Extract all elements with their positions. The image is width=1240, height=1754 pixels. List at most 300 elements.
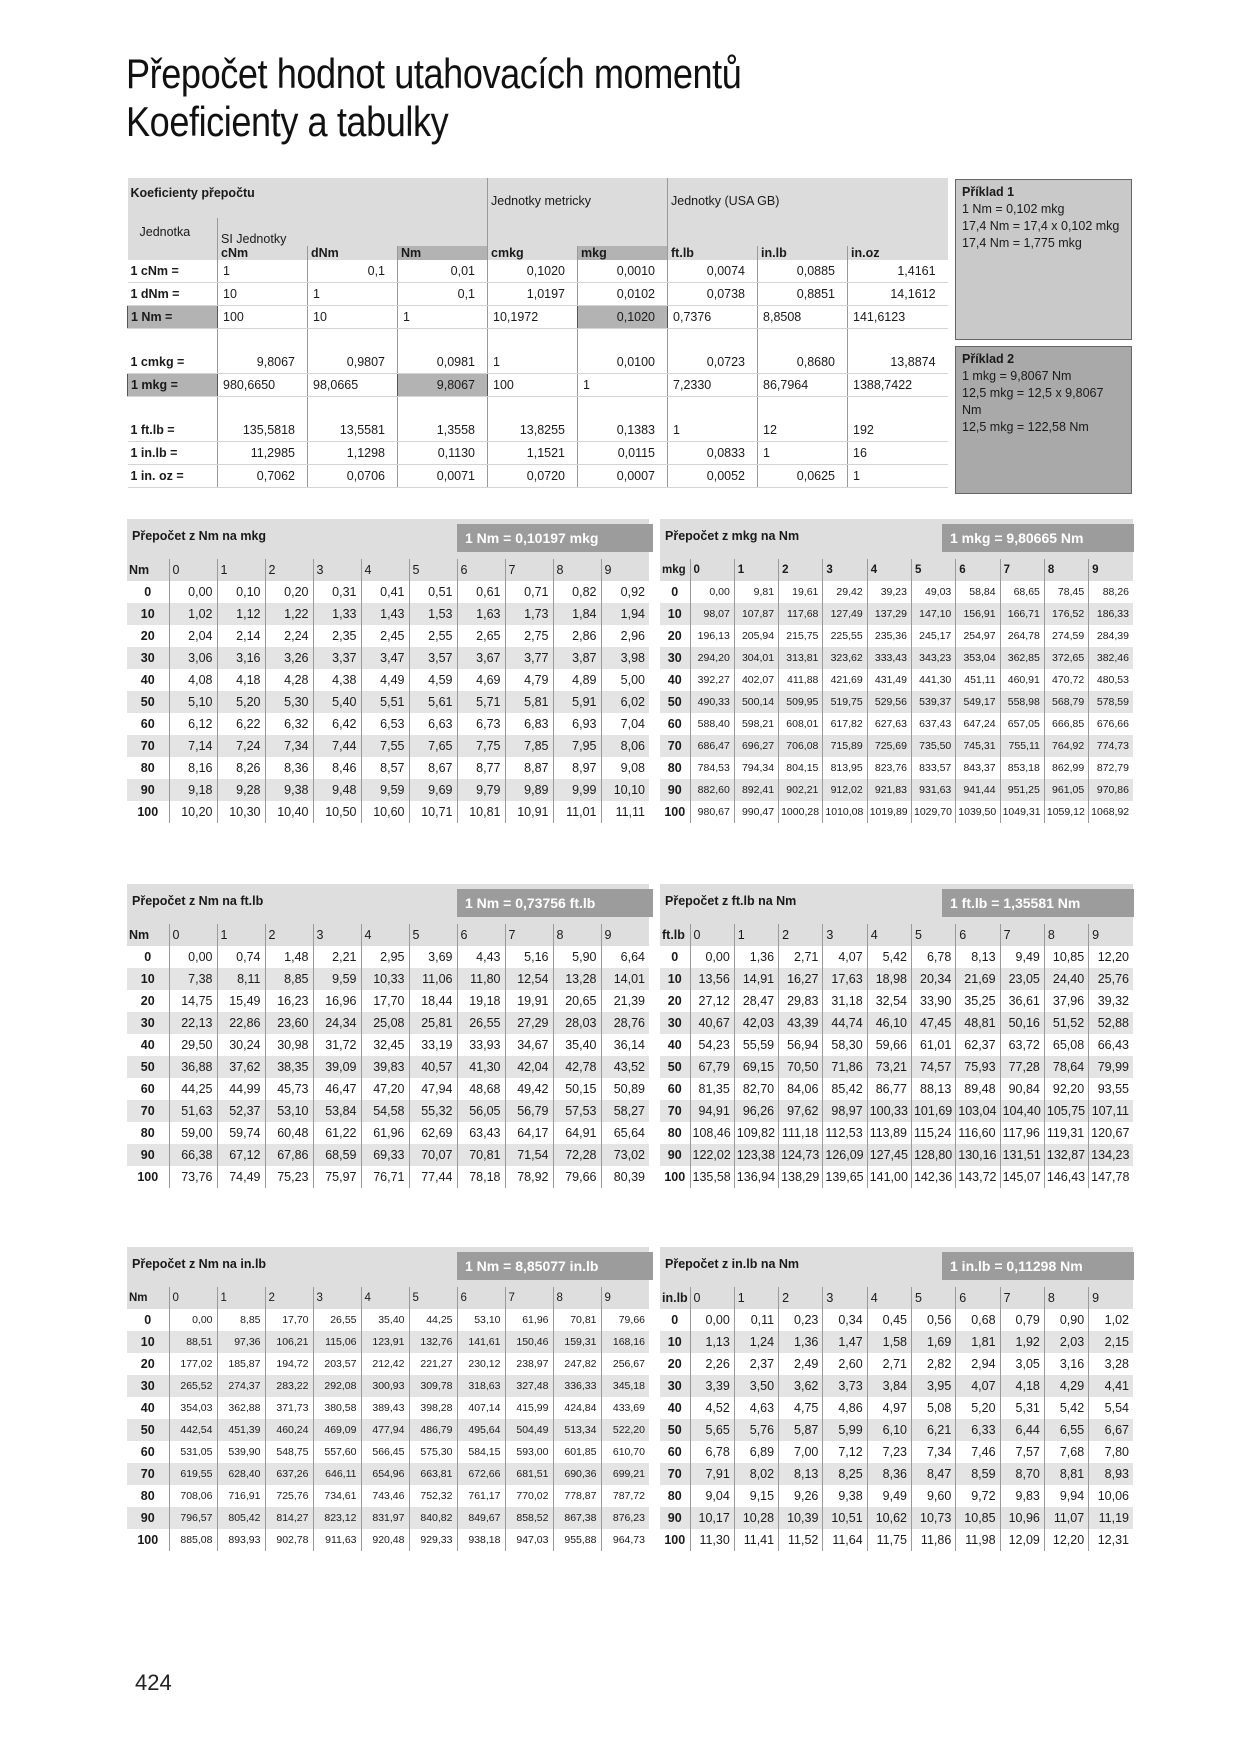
table-cell: 0,11: [734, 1309, 778, 1331]
table-cell: 2,94: [956, 1353, 1000, 1375]
table-cell: 931,63: [911, 779, 955, 801]
table-cell: 51,52: [1044, 1012, 1088, 1034]
table-cell: 205,94: [734, 625, 778, 647]
table-cell: 745,31: [956, 735, 1000, 757]
table-cell: 382,46: [1089, 647, 1133, 669]
digit-header: 7: [505, 1287, 553, 1309]
table-cell: 30,24: [217, 1034, 265, 1056]
table-cell: 9,94: [1044, 1485, 1088, 1507]
table-cell: 10,33: [361, 968, 409, 990]
coef-cell: 100: [218, 306, 308, 329]
table-cell: 6,32: [265, 713, 313, 735]
table-cell: 0,00: [169, 581, 217, 603]
coef-header-row-2: [128, 218, 948, 246]
coef-cell: 0,1: [398, 283, 488, 306]
table-cell: 117,96: [1000, 1122, 1044, 1144]
table-cell: 3,16: [1044, 1353, 1088, 1375]
table-cell: 247,82: [553, 1353, 601, 1375]
table-cell: 88,26: [1089, 581, 1133, 603]
table-cell: 10,30: [217, 801, 265, 823]
table-cell: 11,80: [457, 968, 505, 990]
table-cell: 75,97: [313, 1166, 361, 1188]
row-label: 10: [127, 968, 169, 990]
table-title: Přepočet z Nm na ft.lb: [132, 894, 264, 908]
table-cell: 480,53: [1089, 669, 1133, 691]
table-cell: 1,53: [409, 603, 457, 625]
table-cell: 131,51: [1000, 1144, 1044, 1166]
row-label: 70: [660, 1463, 690, 1485]
table-cell: 39,09: [313, 1056, 361, 1078]
coef-cell: 1388,7422: [848, 374, 948, 397]
table-row: [127, 1100, 649, 1122]
table-cell: 66,43: [1089, 1034, 1133, 1056]
table-cell: 920,48: [361, 1529, 409, 1551]
row-label: 70: [660, 1100, 690, 1122]
row-label: 40: [127, 1397, 169, 1419]
coef-cell: 0,0706: [308, 465, 398, 488]
table-cell: 539,37: [911, 691, 955, 713]
table-row: [660, 1056, 1133, 1078]
table-cell: 699,21: [601, 1463, 649, 1485]
table-cell: 9,08: [601, 757, 649, 779]
table-cell: 529,56: [867, 691, 911, 713]
row-label: 90: [127, 779, 169, 801]
table-cell: 85,42: [823, 1078, 867, 1100]
table-cell: 74,49: [217, 1166, 265, 1188]
table-cell: 460,91: [1000, 669, 1044, 691]
table-cell: 637,43: [911, 713, 955, 735]
table-cell: 3,67: [457, 647, 505, 669]
coef-row-label: 1 dNm =: [128, 283, 218, 306]
table-cell: 238,97: [505, 1353, 553, 1375]
table-cell: 20,34: [911, 968, 955, 990]
table-cell: 274,37: [217, 1375, 265, 1397]
table-cell: 166,71: [1000, 603, 1044, 625]
table-cell: 9,49: [1000, 946, 1044, 968]
table-cell: 292,08: [313, 1375, 361, 1397]
table-cell: 103,04: [956, 1100, 1000, 1122]
table-cell: 8,87: [505, 757, 553, 779]
coef-cell: 0,0100: [578, 351, 668, 374]
coef-cell: 1,0197: [488, 283, 578, 306]
table-cell: 470,72: [1044, 669, 1088, 691]
table-cell: 872,79: [1089, 757, 1133, 779]
table-cell: 11,07: [1044, 1507, 1088, 1529]
row-label: 80: [660, 757, 690, 779]
table-cell: 921,83: [867, 779, 911, 801]
table-cell: 9,38: [265, 779, 313, 801]
table-cell: 300,93: [361, 1375, 409, 1397]
table-row: [660, 1309, 1133, 1331]
table-row: [127, 1144, 649, 1166]
table-cell: 8,81: [1044, 1463, 1088, 1485]
table-row: [127, 757, 649, 779]
table-cell: 0,56: [911, 1309, 955, 1331]
coef-cell: 0,0738: [668, 283, 758, 306]
table-cell: 4,69: [457, 669, 505, 691]
coef-cell: 0,0625: [758, 465, 848, 488]
table-cell: 1,02: [1089, 1309, 1133, 1331]
table-cell: 27,12: [690, 990, 734, 1012]
unit-header: Nm: [127, 924, 169, 946]
table-header: [127, 884, 649, 924]
example-line: 17,4 Nm = 1,775 mkg: [962, 236, 1082, 250]
table-cell: 112,53: [823, 1122, 867, 1144]
table-cell: 128,80: [911, 1144, 955, 1166]
table-cell: 0,71: [505, 581, 553, 603]
table-cell: 0,34: [823, 1309, 867, 1331]
digit-header: 0: [169, 1287, 217, 1309]
table-cell: 221,27: [409, 1353, 457, 1375]
digit-header: 2: [265, 1287, 313, 1309]
table-inlb-to-nm: [660, 1247, 1133, 1551]
table-cell: 853,18: [1000, 757, 1044, 779]
table-cell: 4,28: [265, 669, 313, 691]
row-label: 90: [127, 1507, 169, 1529]
table-cell: 7,12: [823, 1441, 867, 1463]
table-cell: 37,62: [217, 1056, 265, 1078]
col-header: in.lb: [758, 246, 848, 260]
digit-header: 4: [361, 924, 409, 946]
table-cell: 35,25: [956, 990, 1000, 1012]
table-cell: 9,59: [361, 779, 409, 801]
table-cell: 2,04: [169, 625, 217, 647]
table-cell: 568,79: [1044, 691, 1088, 713]
table-cell: 0,31: [313, 581, 361, 603]
table-cell: 212,42: [361, 1353, 409, 1375]
digit-header: 2: [265, 924, 313, 946]
table-cell: 5,76: [734, 1419, 778, 1441]
table-cell: 107,11: [1089, 1100, 1133, 1122]
table-cell: 31,18: [823, 990, 867, 1012]
table-cell: 7,55: [361, 735, 409, 757]
table-cell: 28,47: [734, 990, 778, 1012]
table-cell: 29,83: [779, 990, 823, 1012]
table-cell: 64,17: [505, 1122, 553, 1144]
row-label: 60: [127, 1078, 169, 1100]
table-cell: 912,02: [823, 779, 867, 801]
coef-cell: 1: [668, 419, 758, 442]
table-cell: 1059,12: [1044, 801, 1088, 823]
row-label: 90: [660, 779, 690, 801]
table-nm-to-inlb: [127, 1247, 649, 1551]
table-cell: 29,42: [823, 581, 867, 603]
table-cell: 398,28: [409, 1397, 457, 1419]
table-row: [127, 1353, 649, 1375]
table-cell: 274,59: [1044, 625, 1088, 647]
table-cell: 33,93: [457, 1034, 505, 1056]
col-header: in.oz: [848, 246, 948, 260]
table-cell: 1,73: [505, 603, 553, 625]
coef-cell: 8,8508: [758, 306, 848, 329]
table-cell: 3,37: [313, 647, 361, 669]
table-cell: 3,69: [409, 946, 457, 968]
coef-cell: 192: [848, 419, 948, 442]
table-cell: 309,78: [409, 1375, 457, 1397]
table-cell: 50,15: [553, 1078, 601, 1100]
table-cell: 938,18: [457, 1529, 505, 1551]
table-cell: 1,36: [734, 946, 778, 968]
table-cell: 24,40: [1044, 968, 1088, 990]
table-cell: 1019,89: [867, 801, 911, 823]
coef-cell: 1,3558: [398, 419, 488, 442]
row-label: 20: [127, 990, 169, 1012]
table-cell: 9,49: [867, 1485, 911, 1507]
table-cell: 1,84: [553, 603, 601, 625]
table-cell: 1039,50: [956, 801, 1000, 823]
table-cell: 2,75: [505, 625, 553, 647]
table-cell: 2,26: [690, 1353, 734, 1375]
table-title: Přepočet z mkg na Nm: [665, 529, 800, 543]
table-cell: 1,94: [601, 603, 649, 625]
table-row: [660, 1034, 1133, 1056]
table-cell: 690,36: [553, 1463, 601, 1485]
table-cell: 840,82: [409, 1507, 457, 1529]
table-cell: 88,51: [169, 1331, 217, 1353]
table-row: [660, 647, 1133, 669]
table-cell: 80,39: [601, 1166, 649, 1188]
example-line: 17,4 Nm = 17,4 x 0,102 mkg: [962, 219, 1120, 233]
table-cell: 862,99: [1044, 757, 1088, 779]
coef-cell: 0,1020: [488, 260, 578, 283]
table-cell: 362,85: [1000, 647, 1044, 669]
table-cell: 0,00: [690, 581, 734, 603]
table-cell: 4,43: [457, 946, 505, 968]
coef-cell: 1,4161: [848, 260, 948, 283]
table-cell: 980,67: [690, 801, 734, 823]
table-row: [660, 691, 1133, 713]
table-cell: 82,70: [734, 1078, 778, 1100]
table-cell: 6,21: [911, 1419, 955, 1441]
table-row: [127, 1078, 649, 1100]
table-cell: 1,47: [823, 1331, 867, 1353]
table-header: [127, 1247, 649, 1287]
table-cell: 8,36: [867, 1463, 911, 1485]
table-cell: 666,85: [1044, 713, 1088, 735]
table-cell: 18,44: [409, 990, 457, 1012]
table-cell: 90,84: [1000, 1078, 1044, 1100]
table-cell: 402,07: [734, 669, 778, 691]
table-cell: 696,27: [734, 735, 778, 757]
table-cell: 4,97: [867, 1397, 911, 1419]
digit-header: 3: [313, 924, 361, 946]
table-cell: 617,82: [823, 713, 867, 735]
table-cell: 72,28: [553, 1144, 601, 1166]
table-cell: 60,48: [265, 1122, 313, 1144]
table-cell: 5,51: [361, 691, 409, 713]
table-cell: 139,65: [823, 1166, 867, 1188]
table-cell: 52,37: [217, 1100, 265, 1122]
table-cell: 62,37: [956, 1034, 1000, 1056]
table-cell: 9,69: [409, 779, 457, 801]
group-usa-label: Jednotky (USA GB): [668, 178, 948, 218]
coef-cell: 0,1: [308, 260, 398, 283]
coef-cell: 1: [848, 465, 948, 488]
table-cell: 10,85: [956, 1507, 1000, 1529]
table-cell: 566,45: [361, 1441, 409, 1463]
table-cell: 67,86: [265, 1144, 313, 1166]
table-cell: 415,99: [505, 1397, 553, 1419]
conversion-factor-badge: 1 mkg = 9,80665 Nm: [942, 524, 1134, 552]
row-label: 40: [127, 669, 169, 691]
digit-header: 3: [313, 559, 361, 581]
table-cell: 40,67: [690, 1012, 734, 1034]
coef-cell: 9,8067: [218, 351, 308, 374]
table-cell: 4,89: [553, 669, 601, 691]
table-row: [127, 1485, 649, 1507]
table-cell: 58,30: [823, 1034, 867, 1056]
table-cell: 4,59: [409, 669, 457, 691]
coef-cell: 0,8851: [758, 283, 848, 306]
table-cell: 646,11: [313, 1463, 361, 1485]
table-cell: 2,95: [361, 946, 409, 968]
coef-cell: 0,7376: [668, 306, 758, 329]
column-header-row: [127, 924, 649, 946]
digit-header: 8: [1044, 1287, 1088, 1309]
table-cell: 354,03: [169, 1397, 217, 1419]
table-row: [660, 1375, 1133, 1397]
table-cell: 25,08: [361, 1012, 409, 1034]
table-cell: 304,01: [734, 647, 778, 669]
table-cell: 122,02: [690, 1144, 734, 1166]
coef-column-headers: [128, 246, 948, 260]
table-cell: 115,24: [911, 1122, 955, 1144]
coef-cell: 0,0723: [668, 351, 758, 374]
table-cell: 14,91: [734, 968, 778, 990]
table-cell: 284,39: [1089, 625, 1133, 647]
table-cell: 48,68: [457, 1078, 505, 1100]
table-cell: 61,01: [911, 1034, 955, 1056]
coef-cell: 16: [848, 442, 948, 465]
table-cell: 59,66: [867, 1034, 911, 1056]
table-cell: 6,89: [734, 1441, 778, 1463]
digit-header: 5: [409, 924, 457, 946]
digit-header: 3: [823, 924, 867, 946]
table-cell: 215,75: [779, 625, 823, 647]
table-cell: 715,89: [823, 735, 867, 757]
group-metric-label: Jednotky metricky: [488, 178, 668, 218]
table-cell: 500,14: [734, 691, 778, 713]
table-row: [660, 713, 1133, 735]
table-cell: 11,64: [823, 1529, 867, 1551]
row-label: 50: [660, 1056, 690, 1078]
table-row: [660, 801, 1133, 823]
table-row: [127, 1122, 649, 1144]
table-cell: 3,47: [361, 647, 409, 669]
table-cell: 2,55: [409, 625, 457, 647]
digit-header: 7: [1000, 924, 1044, 946]
coef-row-label: 1 cNm =: [128, 260, 218, 283]
table-cell: 10,28: [734, 1507, 778, 1529]
table-row: [127, 1309, 649, 1331]
table-cell: 1,43: [361, 603, 409, 625]
table-row: [660, 625, 1133, 647]
table-cell: 7,91: [690, 1463, 734, 1485]
table-cell: 186,33: [1089, 603, 1133, 625]
example-1: [955, 179, 1132, 340]
table-cell: 663,81: [409, 1463, 457, 1485]
table-cell: 557,60: [313, 1441, 361, 1463]
table-cell: 10,60: [361, 801, 409, 823]
row-label: 100: [660, 801, 690, 823]
table-cell: 9,89: [505, 779, 553, 801]
table-cell: 9,26: [779, 1485, 823, 1507]
table-cell: 8,06: [601, 735, 649, 757]
row-label: 40: [660, 1034, 690, 1056]
si-units-label: SI Jednotky: [218, 218, 308, 246]
table-cell: 1,58: [867, 1331, 911, 1353]
example-title: Příklad 1: [962, 185, 1015, 199]
table-cell: 0,51: [409, 581, 457, 603]
table-cell: 8,13: [956, 946, 1000, 968]
table-cell: 203,57: [313, 1353, 361, 1375]
unit-label: Jednotka: [128, 218, 218, 246]
row-label: 80: [660, 1122, 690, 1144]
table-cell: 392,27: [690, 669, 734, 691]
coef-cell: 0,0074: [668, 260, 758, 283]
table-cell: 36,88: [169, 1056, 217, 1078]
table-row: [660, 779, 1133, 801]
table-cell: 804,15: [779, 757, 823, 779]
table-cell: 441,30: [911, 669, 955, 691]
table-cell: 372,65: [1044, 647, 1088, 669]
table-cell: 109,82: [734, 1122, 778, 1144]
table-cell: 34,67: [505, 1034, 553, 1056]
table-cell: 0,00: [690, 946, 734, 968]
table-cell: 79,66: [601, 1309, 649, 1331]
row-label: 30: [127, 1012, 169, 1034]
table-cell: 17,70: [265, 1309, 313, 1331]
digit-header: 5: [409, 1287, 457, 1309]
table-cell: 0,41: [361, 581, 409, 603]
table-cell: 84,06: [779, 1078, 823, 1100]
table-cell: 708,06: [169, 1485, 217, 1507]
table-row: [660, 1122, 1133, 1144]
table-cell: 74,57: [911, 1056, 955, 1078]
table-cell: 2,03: [1044, 1331, 1088, 1353]
table-cell: 9,81: [734, 581, 778, 603]
table-cell: 11,06: [409, 968, 457, 990]
table-cell: 65,64: [601, 1122, 649, 1144]
coef-cell: 0,0833: [668, 442, 758, 465]
table-row: [127, 647, 649, 669]
table-row: [127, 1012, 649, 1034]
table-cell: 17,63: [823, 968, 867, 990]
table-cell: 6,78: [911, 946, 955, 968]
table-cell: 18,98: [867, 968, 911, 990]
table-cell: 7,00: [779, 1441, 823, 1463]
table-cell: 141,00: [867, 1166, 911, 1188]
table-cell: 676,66: [1089, 713, 1133, 735]
table-cell: 68,59: [313, 1144, 361, 1166]
table-cell: 3,95: [911, 1375, 955, 1397]
table-cell: 132,87: [1044, 1144, 1088, 1166]
coef-cell: 1: [218, 260, 308, 283]
table-cell: 98,07: [690, 603, 734, 625]
table-row: [127, 1441, 649, 1463]
table-cell: 929,33: [409, 1529, 457, 1551]
table-cell: 256,67: [601, 1353, 649, 1375]
table-cell: 0,45: [867, 1309, 911, 1331]
table-row: [127, 1331, 649, 1353]
table-cell: 451,39: [217, 1419, 265, 1441]
table-cell: 123,38: [734, 1144, 778, 1166]
table-cell: 519,75: [823, 691, 867, 713]
table-cell: 136,94: [734, 1166, 778, 1188]
table-cell: 16,23: [265, 990, 313, 1012]
table-cell: 575,30: [409, 1441, 457, 1463]
row-label: 60: [660, 1078, 690, 1100]
